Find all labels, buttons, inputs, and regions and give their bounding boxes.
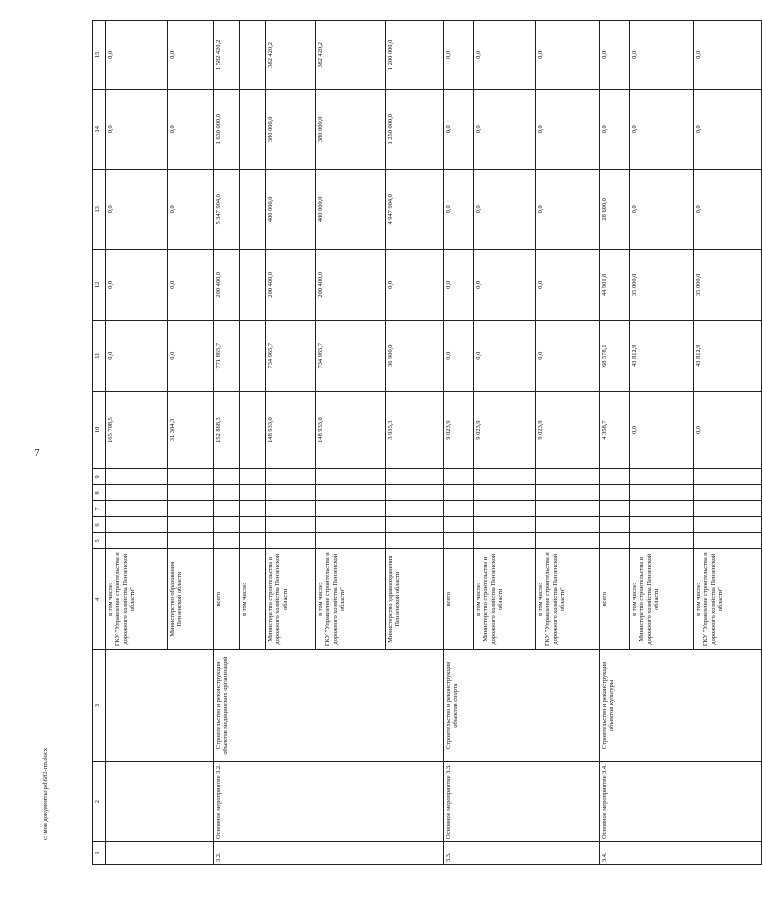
- empty-code-cell: [386, 533, 444, 549]
- empty-code-cell: [266, 517, 316, 533]
- empty-code-cell: [694, 517, 762, 533]
- amount-cell: 3 935,3: [386, 391, 444, 469]
- amount-cell: 4 947 904,0: [386, 169, 444, 249]
- empty-code-cell: [240, 501, 266, 517]
- amount-cell: 0,0: [168, 21, 214, 90]
- amount-cell: 1 582 420,2: [214, 21, 240, 90]
- amount-cell: 9 023,9: [536, 391, 600, 469]
- amount-cell: 0,0: [444, 21, 474, 90]
- amount-cell: 380 000,0: [316, 89, 386, 169]
- empty-code-cell: [106, 517, 168, 533]
- table-container: [92, 20, 725, 865]
- executor-cell: в том числе:: [240, 549, 266, 650]
- measure-description-cell: [106, 650, 214, 762]
- empty-code-cell: [316, 485, 386, 501]
- amount-cell: 382 420,2: [266, 21, 316, 90]
- amount-cell: 0,0: [168, 89, 214, 169]
- amount-cell: 0,0: [600, 21, 630, 90]
- amount-cell: 43 812,9: [630, 320, 694, 391]
- header-cell: 1: [93, 842, 106, 865]
- executor-cell: в том числе: ГКУ "Управление строительства и дорожного хозяйства Пензенской области": [694, 549, 762, 650]
- table-row: [106, 21, 168, 865]
- amount-cell: 0,0: [386, 249, 444, 320]
- amount-cell: 165 708,5: [106, 391, 168, 469]
- amount-cell: 0,0: [474, 21, 536, 90]
- executor-cell: в том числе: ГКУ "Управление строительства и дорожного хозяйства Пензенской области": [316, 549, 386, 650]
- empty-code-cell: [630, 485, 694, 501]
- empty-code-cell: [600, 533, 630, 549]
- measure-name-cell: Основное мероприятие 3.4.: [600, 762, 762, 842]
- empty-code-cell: [240, 533, 266, 549]
- empty-code-cell: [694, 469, 762, 485]
- empty-code-cell: [240, 517, 266, 533]
- amount-cell: 0,0: [630, 21, 694, 90]
- amount-cell: 0,0: [630, 169, 694, 249]
- amount-cell: 0,0: [106, 320, 168, 391]
- empty-code-cell: [444, 501, 474, 517]
- table-row: [600, 21, 630, 865]
- empty-code-cell: [386, 517, 444, 533]
- amount-cell: 9 023,9: [474, 391, 536, 469]
- amount-cell: 200 400,0: [214, 249, 240, 320]
- empty-code-cell: [600, 469, 630, 485]
- empty-code-cell: [630, 469, 694, 485]
- measure-description-cell: Строительство и реконструкция объектов культуры: [600, 650, 762, 762]
- header-cell: 9: [93, 469, 106, 485]
- measure-name-cell: Основное мероприятие 3.2.: [214, 762, 444, 842]
- amount-cell: 0,0: [536, 169, 600, 249]
- amount-cell: 0,0: [474, 249, 536, 320]
- amount-cell: 1 630 000,0: [214, 89, 240, 169]
- table-row: [444, 21, 474, 865]
- amount-cell: 734 965,7: [266, 320, 316, 391]
- item-number-cell: 3.4.: [600, 842, 762, 865]
- empty-code-cell: [266, 501, 316, 517]
- header-cell: 3: [93, 650, 106, 762]
- empty-code-cell: [316, 533, 386, 549]
- empty-code-cell: [474, 517, 536, 533]
- empty-code-cell: [474, 501, 536, 517]
- amount-cell: 0,0: [694, 169, 762, 249]
- amount-cell: 200 400,0: [266, 249, 316, 320]
- amount-cell: 382 420,2: [316, 21, 386, 90]
- item-number-cell: 3.3.: [444, 842, 600, 865]
- executor-cell: всего: [444, 549, 474, 650]
- header-cell: 7: [93, 501, 106, 517]
- empty-code-cell: [240, 485, 266, 501]
- executor-cell: в том числе: ГКУ "Управление строительства и дорожного хозяйства Пензенской области": [106, 549, 168, 650]
- amount-cell: 0,0: [474, 89, 536, 169]
- executor-cell: всего: [600, 549, 630, 650]
- executor-cell: в том числе: ГКУ "Управление строительства и дорожного хозяйства Пензенской области": [536, 549, 600, 650]
- empty-code-cell: [106, 533, 168, 549]
- header-cell: 10: [93, 391, 106, 469]
- executor-cell: в том числе: Министерство строительства и дорожного хозяйства Пензенской области: [630, 549, 694, 650]
- amount-cell: 9 023,9: [444, 391, 474, 469]
- executor-cell: Министерство образования Пензенской области: [168, 549, 214, 650]
- amount-cell: [240, 169, 266, 249]
- empty-code-cell: [316, 469, 386, 485]
- item-number-cell: 3.2.: [214, 842, 444, 865]
- footer-file-path: c:\моя документы\pd\682-пп.docx: [42, 747, 49, 840]
- amount-cell: 0,0: [536, 320, 600, 391]
- amount-cell: 31 304,3: [168, 391, 214, 469]
- empty-code-cell: [600, 517, 630, 533]
- header-cell: 11: [93, 320, 106, 391]
- header-row: [93, 21, 106, 865]
- amount-cell: 1 250 000,0: [386, 89, 444, 169]
- header-cell: 4: [93, 549, 106, 650]
- empty-code-cell: [240, 469, 266, 485]
- amount-cell: 148 933,0: [316, 391, 386, 469]
- empty-code-cell: [694, 533, 762, 549]
- amount-cell: 0,0: [444, 89, 474, 169]
- empty-code-cell: [630, 501, 694, 517]
- amount-cell: 0,0: [168, 320, 214, 391]
- amount-cell: 0,0: [694, 21, 762, 90]
- empty-code-cell: [694, 485, 762, 501]
- empty-code-cell: [474, 485, 536, 501]
- empty-code-cell: [266, 469, 316, 485]
- amount-cell: 0,0: [694, 89, 762, 169]
- empty-code-cell: [536, 469, 600, 485]
- amount-cell: 35 000,0: [694, 249, 762, 320]
- header-cell: 6: [93, 517, 106, 533]
- amount-cell: 68 578,1: [600, 320, 630, 391]
- amount-cell: 0,0: [444, 249, 474, 320]
- amount-cell: 0,0: [106, 169, 168, 249]
- empty-code-cell: [168, 469, 214, 485]
- empty-code-cell: [386, 469, 444, 485]
- empty-code-cell: [106, 485, 168, 501]
- header-cell: 2: [93, 762, 106, 842]
- amount-cell: [240, 320, 266, 391]
- empty-code-cell: [474, 469, 536, 485]
- empty-code-cell: [168, 501, 214, 517]
- amount-cell: [240, 89, 266, 169]
- empty-code-cell: [600, 485, 630, 501]
- empty-code-cell: [536, 485, 600, 501]
- amount-cell: [240, 391, 266, 469]
- executor-cell: всего: [214, 549, 240, 650]
- amount-cell: 0,0: [536, 21, 600, 90]
- executor-cell: Министерство строительства и дорожного хозяйства Пензенской области: [266, 549, 316, 650]
- empty-code-cell: [214, 469, 240, 485]
- empty-code-cell: [386, 485, 444, 501]
- header-cell: 14: [93, 89, 106, 169]
- amount-cell: 0,0: [694, 391, 762, 469]
- amount-cell: 0,0: [444, 320, 474, 391]
- executor-cell: в том числе: Министерство строительства и дорожного хозяйства Пензенской области: [474, 549, 536, 650]
- executor-cell: Министерство здравоохранения Пензенской области: [386, 549, 444, 650]
- amount-cell: 28 600,0: [600, 169, 630, 249]
- empty-code-cell: [600, 501, 630, 517]
- empty-code-cell: [444, 517, 474, 533]
- empty-code-cell: [444, 533, 474, 549]
- amount-cell: 4 358,7: [600, 391, 630, 469]
- empty-code-cell: [630, 517, 694, 533]
- amount-cell: 1 200 000,0: [386, 21, 444, 90]
- empty-code-cell: [266, 485, 316, 501]
- page-number: 7: [34, 448, 40, 459]
- amount-cell: 0,0: [168, 249, 214, 320]
- amount-cell: 771 865,7: [214, 320, 240, 391]
- empty-code-cell: [536, 501, 600, 517]
- empty-code-cell: [536, 517, 600, 533]
- empty-code-cell: [694, 501, 762, 517]
- amount-cell: [240, 21, 266, 90]
- table-row: [214, 21, 240, 865]
- amount-cell: 43 812,9: [694, 320, 762, 391]
- empty-code-cell: [536, 533, 600, 549]
- empty-code-cell: [474, 533, 536, 549]
- empty-code-cell: [168, 485, 214, 501]
- empty-code-cell: [106, 501, 168, 517]
- amount-cell: 5 347 904,0: [214, 169, 240, 249]
- empty-code-cell: [214, 501, 240, 517]
- amount-cell: 400 000,0: [316, 169, 386, 249]
- amount-cell: 152 868,3: [214, 391, 240, 469]
- amount-cell: 380 000,0: [266, 89, 316, 169]
- measure-description-cell: Строительство и реконструкция объектов спорта: [444, 650, 600, 762]
- measure-name-cell: [106, 762, 214, 842]
- amount-cell: 200 400,0: [316, 249, 386, 320]
- amount-cell: 0,0: [630, 89, 694, 169]
- amount-cell: 0,0: [106, 89, 168, 169]
- amount-cell: 0,0: [474, 169, 536, 249]
- header-cell: 13: [93, 169, 106, 249]
- amount-cell: 0,0: [600, 89, 630, 169]
- amount-cell: 400 000,0: [266, 169, 316, 249]
- item-number-cell: [106, 842, 214, 865]
- empty-code-cell: [168, 533, 214, 549]
- empty-code-cell: [316, 517, 386, 533]
- empty-code-cell: [444, 469, 474, 485]
- empty-code-cell: [266, 533, 316, 549]
- empty-code-cell: [168, 517, 214, 533]
- amount-cell: 0,0: [536, 249, 600, 320]
- amount-cell: 0,0: [444, 169, 474, 249]
- header-cell: 15: [93, 21, 106, 90]
- header-cell: 12: [93, 249, 106, 320]
- budget-table: [92, 20, 762, 865]
- empty-code-cell: [106, 469, 168, 485]
- header-cell: 5: [93, 533, 106, 549]
- header-cell: 8: [93, 485, 106, 501]
- amount-cell: 0,0: [106, 249, 168, 320]
- empty-code-cell: [444, 485, 474, 501]
- empty-code-cell: [316, 501, 386, 517]
- amount-cell: 0,0: [630, 391, 694, 469]
- amount-cell: 148 933,0: [266, 391, 316, 469]
- amount-cell: 35 000,0: [630, 249, 694, 320]
- amount-cell: 0,0: [168, 169, 214, 249]
- measure-description-cell: Строительство и реконструкция объектов медицинских организаций: [214, 650, 444, 762]
- amount-cell: 44 901,8: [600, 249, 630, 320]
- amount-cell: 734 965,7: [316, 320, 386, 391]
- empty-code-cell: [386, 501, 444, 517]
- amount-cell: 0,0: [474, 320, 536, 391]
- measure-name-cell: Основное мероприятие 3.3.: [444, 762, 600, 842]
- empty-code-cell: [630, 533, 694, 549]
- empty-code-cell: [214, 517, 240, 533]
- empty-code-cell: [214, 533, 240, 549]
- amount-cell: 36 900,0: [386, 320, 444, 391]
- amount-cell: 0,0: [106, 21, 168, 90]
- amount-cell: 0,0: [536, 89, 600, 169]
- empty-code-cell: [214, 485, 240, 501]
- amount-cell: [240, 249, 266, 320]
